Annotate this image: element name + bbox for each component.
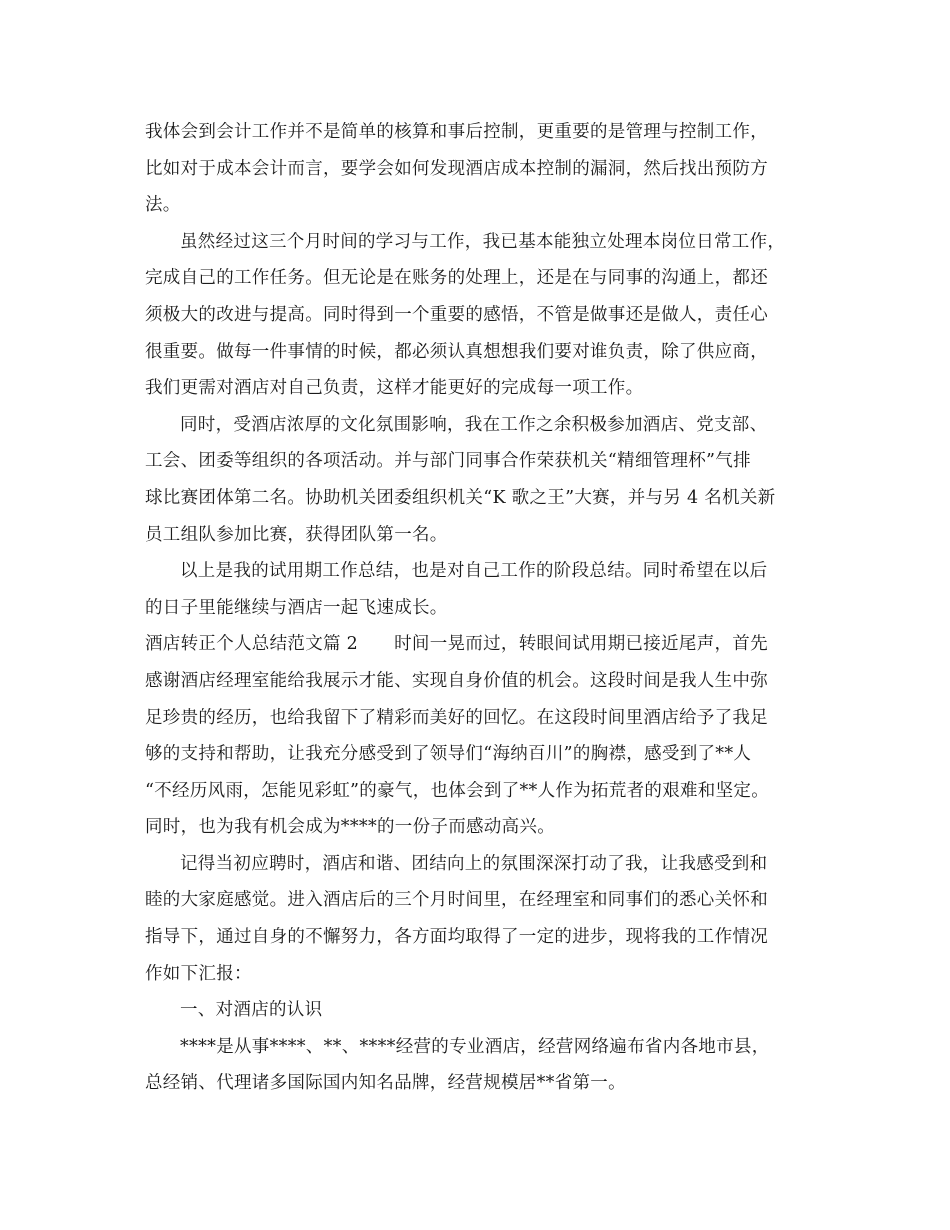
- paragraph-line: “不经历风雨，怎能见彩虹”的豪气，也体会到了**人作为拓荒者的艰难和坚定。: [145, 780, 769, 801]
- paragraph-line: 很重要。做每一件事情的时候，都必须认真想想我们要对谁负责，除了供应商，: [145, 341, 768, 362]
- paragraph-line: 我们更需对酒店对自己负责，这样才能更好的完成每一项工作。: [145, 378, 644, 399]
- paragraph-line: 够的支持和帮助，让我充分感受到了领导们“海纳百川”的胸襟，感受到了**人: [145, 744, 752, 765]
- section-heading-line: [145, 626, 825, 663]
- paragraph-line: 完成自己的工作任务。但无论是在账务的处理上，还是在与同事的沟通上，都还: [145, 268, 768, 289]
- paragraph-line: 睦的大家庭感觉。进入酒店后的三个月时间里，在经理室和同事们的悉心关怀和: [145, 890, 768, 911]
- paragraph-line: 以上是我的试用期工作总结，也是对自己工作的阶段总结。同时希望在以后: [180, 561, 768, 582]
- paragraph-line: 足珍贵的经历，也给我留下了精彩而美好的回忆。在这段时间里酒店给予了我足: [145, 707, 768, 728]
- paragraph-line: 工会、团委等组织的各项活动。并与部门同事合作荣获机关“精细管理杯”气排: [145, 451, 751, 472]
- paragraph-line: 我体会到会计工作并不是简单的核算和事后控制，更重要的是管理与控制工作，: [145, 122, 768, 142]
- paragraph-line: 须极大的改进与提高。同时得到一个重要的感悟，不管是做事还是做人，责任心: [145, 304, 768, 325]
- section-heading: 酒店转正个人总结范文篇 2: [145, 634, 359, 655]
- paragraph-line: ****是从事****、**、****经营的专业酒店，经营网络遍布省内各地市县，: [180, 1036, 770, 1057]
- paragraph-line: 总经销、代理诸多国际国内知名品牌，经营规模居**省第一。: [145, 1073, 626, 1094]
- paragraph-line: 球比赛团体第二名。协助机关团委组织机关“K 歌之王”大赛，并与另 4 名机关新: [145, 487, 776, 508]
- paragraph-line: 同时，也为我有机会成为****的一份子而感动高兴。: [145, 817, 555, 838]
- paragraph-line: 记得当初应聘时，酒店和谐、团结向上的氛围深深打动了我，让我感受到和: [180, 853, 768, 874]
- paragraph-line: 时间一晃而过，转眼间试用期已接近尾声，首先: [394, 634, 768, 655]
- paragraph-line: 法。: [145, 195, 181, 216]
- paragraph-line: 虽然经过这三个月时间的学习与工作，我已基本能独立处理本岗位日常工作，: [180, 231, 786, 252]
- document-body: [145, 114, 825, 1102]
- paragraph-line: 作如下汇报：: [145, 963, 252, 984]
- paragraph-line: 指导下，通过自身的不懈努力，各方面均取得了一定的进步，现将我的工作情况: [145, 927, 768, 948]
- paragraph-line: 比如对于成本会计而言，要学会如何发现酒店成本控制的漏洞，然后找出预防方: [145, 158, 768, 179]
- paragraph-line: 的日子里能继续与酒店一起飞速成长。: [145, 597, 448, 618]
- paragraph-line: 员工组队参加比赛，获得团队第一名。: [145, 524, 448, 545]
- paragraph-line: 同时，受酒店浓厚的文化氛围影响，我在工作之余积极参加酒店、党支部、: [180, 414, 768, 435]
- subheading: 一、对酒店的认识: [180, 1000, 323, 1021]
- paragraph-line: 感谢酒店经理室能给我展示才能、实现自身价值的机会。这段时间是我人生中弥: [145, 670, 768, 691]
